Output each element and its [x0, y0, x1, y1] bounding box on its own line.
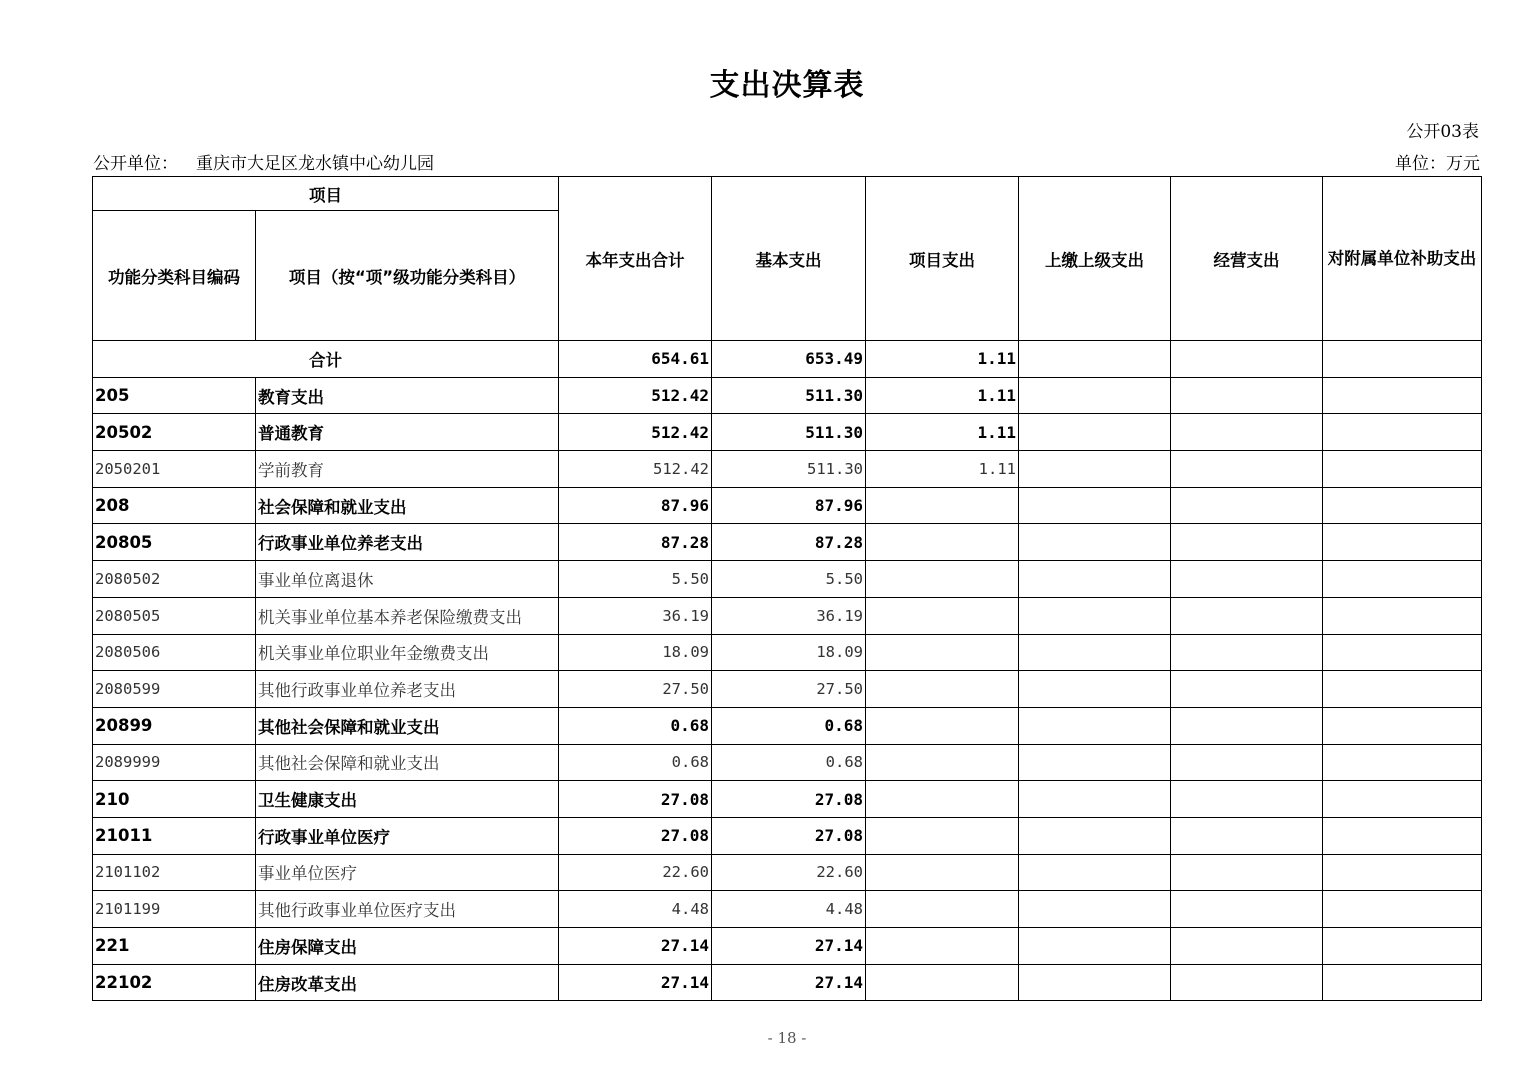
cell-name: 行政事业单位医疗 [256, 817, 559, 854]
cell-remit [1019, 781, 1171, 818]
cell-remit [1019, 744, 1171, 781]
cell-code: 2101199 [93, 891, 256, 928]
cell-business [1171, 891, 1323, 928]
cell-total: 27.14 [559, 964, 712, 1001]
total-total: 654.61 [559, 341, 712, 378]
cell-total: 512.42 [559, 451, 712, 488]
cell-code: 2080506 [93, 634, 256, 671]
cell-code: 221 [93, 928, 256, 965]
cell-code: 22102 [93, 964, 256, 1001]
cell-name: 学前教育 [256, 451, 559, 488]
table-row [93, 854, 1482, 891]
cell-total: 0.68 [559, 744, 712, 781]
cell-name: 普通教育 [256, 414, 559, 451]
cell-basic: 87.96 [712, 487, 866, 524]
cell-total: 512.42 [559, 414, 712, 451]
cell-remit [1019, 671, 1171, 708]
cell-subsidy [1323, 891, 1482, 928]
meta-row [93, 149, 1480, 173]
cell-business [1171, 671, 1323, 708]
table-row [93, 744, 1482, 781]
cell-remit [1019, 561, 1171, 598]
cell-business [1171, 854, 1323, 891]
header-remit: 上缴上级支出 [1019, 177, 1171, 341]
cell-total: 4.48 [559, 891, 712, 928]
cell-code: 2080502 [93, 561, 256, 598]
currency-unit: 单位：万元 [1395, 154, 1480, 174]
cell-name: 事业单位离退休 [256, 561, 559, 598]
cell-project [866, 524, 1019, 561]
cell-name: 教育支出 [256, 377, 559, 414]
cell-project [866, 817, 1019, 854]
table-row [93, 707, 1482, 744]
cell-basic: 511.30 [712, 414, 866, 451]
cell-total: 27.08 [559, 817, 712, 854]
cell-name: 其他行政事业单位养老支出 [256, 671, 559, 708]
cell-subsidy [1323, 817, 1482, 854]
header-basic: 基本支出 [712, 177, 866, 341]
cell-subsidy [1323, 781, 1482, 818]
table-row [93, 964, 1482, 1001]
cell-total: 5.50 [559, 561, 712, 598]
cell-project [866, 964, 1019, 1001]
total-project: 1.11 [866, 341, 1019, 378]
cell-business [1171, 781, 1323, 818]
cell-subsidy [1323, 854, 1482, 891]
cell-basic: 87.28 [712, 524, 866, 561]
cell-remit [1019, 451, 1171, 488]
cell-remit [1019, 524, 1171, 561]
table-row [93, 817, 1482, 854]
cell-business [1171, 451, 1323, 488]
cell-remit [1019, 854, 1171, 891]
cell-business [1171, 744, 1323, 781]
cell-code: 21011 [93, 817, 256, 854]
cell-basic: 27.50 [712, 671, 866, 708]
cell-basic: 0.68 [712, 744, 866, 781]
header-subsidy: 对附属单位补助支出 [1323, 177, 1482, 341]
cell-name: 卫生健康支出 [256, 781, 559, 818]
page-number: - 18 - [767, 1029, 807, 1047]
cell-business [1171, 524, 1323, 561]
cell-code: 20502 [93, 414, 256, 451]
cell-business [1171, 487, 1323, 524]
cell-basic: 36.19 [712, 597, 866, 634]
header-name: 项目（按“项”级功能分类科目） [256, 211, 559, 341]
header-item-group: 项目 [93, 177, 559, 211]
table-row [93, 561, 1482, 598]
cell-name: 住房保障支出 [256, 928, 559, 965]
cell-project [866, 891, 1019, 928]
cell-business [1171, 817, 1323, 854]
page-title: 支出决算表 [709, 68, 865, 103]
cell-business [1171, 561, 1323, 598]
cell-basic: 511.30 [712, 451, 866, 488]
cell-project: 1.11 [866, 414, 1019, 451]
cell-subsidy [1323, 928, 1482, 965]
cell-code: 2089999 [93, 744, 256, 781]
cell-basic: 18.09 [712, 634, 866, 671]
table-row [93, 524, 1482, 561]
cell-total: 87.96 [559, 487, 712, 524]
cell-remit [1019, 414, 1171, 451]
cell-project: 1.11 [866, 377, 1019, 414]
cell-name: 住房改革支出 [256, 964, 559, 1001]
cell-basic: 27.08 [712, 781, 866, 818]
total-label: 合计 [93, 341, 559, 378]
cell-subsidy [1323, 487, 1482, 524]
cell-name: 其他社会保障和就业支出 [256, 707, 559, 744]
total-business [1171, 341, 1323, 378]
cell-business [1171, 964, 1323, 1001]
cell-name: 机关事业单位职业年金缴费支出 [256, 634, 559, 671]
total-row [93, 341, 1482, 378]
reporting-unit [93, 149, 434, 174]
cell-remit [1019, 964, 1171, 1001]
cell-total: 36.19 [559, 597, 712, 634]
cell-business [1171, 414, 1323, 451]
cell-name: 机关事业单位基本养老保险缴费支出 [256, 597, 559, 634]
reporting-unit-name: 重庆市大足区龙水镇中心幼儿园 [196, 154, 434, 174]
cell-code: 208 [93, 487, 256, 524]
cell-name: 事业单位医疗 [256, 854, 559, 891]
cell-subsidy [1323, 634, 1482, 671]
cell-code: 20805 [93, 524, 256, 561]
cell-basic: 0.68 [712, 707, 866, 744]
cell-subsidy [1323, 524, 1482, 561]
cell-code: 20899 [93, 707, 256, 744]
cell-total: 22.60 [559, 854, 712, 891]
table-row [93, 891, 1482, 928]
cell-subsidy [1323, 707, 1482, 744]
cell-total: 18.09 [559, 634, 712, 671]
table-body [93, 341, 1482, 1001]
table-row [93, 414, 1482, 451]
cell-remit [1019, 891, 1171, 928]
total-basic: 653.49 [712, 341, 866, 378]
cell-basic: 5.50 [712, 561, 866, 598]
cell-remit [1019, 928, 1171, 965]
header-total: 本年支出合计 [559, 177, 712, 341]
table-row [93, 597, 1482, 634]
cell-total: 27.50 [559, 671, 712, 708]
table-row [93, 377, 1482, 414]
cell-project: 1.11 [866, 451, 1019, 488]
cell-business [1171, 707, 1323, 744]
cell-total: 0.68 [559, 707, 712, 744]
cell-project [866, 561, 1019, 598]
cell-subsidy [1323, 744, 1482, 781]
cell-project [866, 487, 1019, 524]
cell-project [866, 854, 1019, 891]
table-row [93, 451, 1482, 488]
cell-business [1171, 928, 1323, 965]
cell-remit [1019, 634, 1171, 671]
form-number: 公开03表 [1406, 122, 1479, 142]
cell-code: 2050201 [93, 451, 256, 488]
cell-business [1171, 377, 1323, 414]
cell-total: 512.42 [559, 377, 712, 414]
table-row [93, 634, 1482, 671]
table-row [93, 928, 1482, 965]
table-row [93, 671, 1482, 708]
cell-name: 社会保障和就业支出 [256, 487, 559, 524]
cell-remit [1019, 377, 1171, 414]
cell-basic: 511.30 [712, 377, 866, 414]
cell-code: 2080505 [93, 597, 256, 634]
cell-code: 2080599 [93, 671, 256, 708]
cell-project [866, 634, 1019, 671]
cell-project [866, 707, 1019, 744]
cell-basic: 27.14 [712, 964, 866, 1001]
cell-subsidy [1323, 377, 1482, 414]
cell-project [866, 744, 1019, 781]
cell-total: 87.28 [559, 524, 712, 561]
cell-project [866, 597, 1019, 634]
header-code: 功能分类科目编码 [93, 211, 256, 341]
table-row [93, 781, 1482, 818]
cell-subsidy [1323, 561, 1482, 598]
cell-basic: 27.14 [712, 928, 866, 965]
cell-remit [1019, 817, 1171, 854]
cell-remit [1019, 597, 1171, 634]
cell-subsidy [1323, 964, 1482, 1001]
cell-name: 行政事业单位养老支出 [256, 524, 559, 561]
header-business: 经营支出 [1171, 177, 1323, 341]
cell-code: 2101102 [93, 854, 256, 891]
cell-code: 205 [93, 377, 256, 414]
cell-total: 27.14 [559, 928, 712, 965]
cell-basic: 4.48 [712, 891, 866, 928]
expenditure-table [92, 176, 1482, 1001]
cell-remit [1019, 487, 1171, 524]
total-subsidy [1323, 341, 1482, 378]
cell-subsidy [1323, 451, 1482, 488]
cell-business [1171, 634, 1323, 671]
cell-remit [1019, 707, 1171, 744]
cell-project [866, 928, 1019, 965]
cell-subsidy [1323, 671, 1482, 708]
cell-name: 其他行政事业单位医疗支出 [256, 891, 559, 928]
reporting-unit-label: 公开单位： [93, 154, 178, 174]
cell-business [1171, 597, 1323, 634]
cell-subsidy [1323, 597, 1482, 634]
cell-basic: 27.08 [712, 817, 866, 854]
total-remit [1019, 341, 1171, 378]
cell-name: 其他社会保障和就业支出 [256, 744, 559, 781]
header-project: 项目支出 [866, 177, 1019, 341]
cell-project [866, 781, 1019, 818]
cell-total: 27.08 [559, 781, 712, 818]
table-row [93, 487, 1482, 524]
cell-basic: 22.60 [712, 854, 866, 891]
cell-subsidy [1323, 414, 1482, 451]
cell-project [866, 671, 1019, 708]
cell-code: 210 [93, 781, 256, 818]
